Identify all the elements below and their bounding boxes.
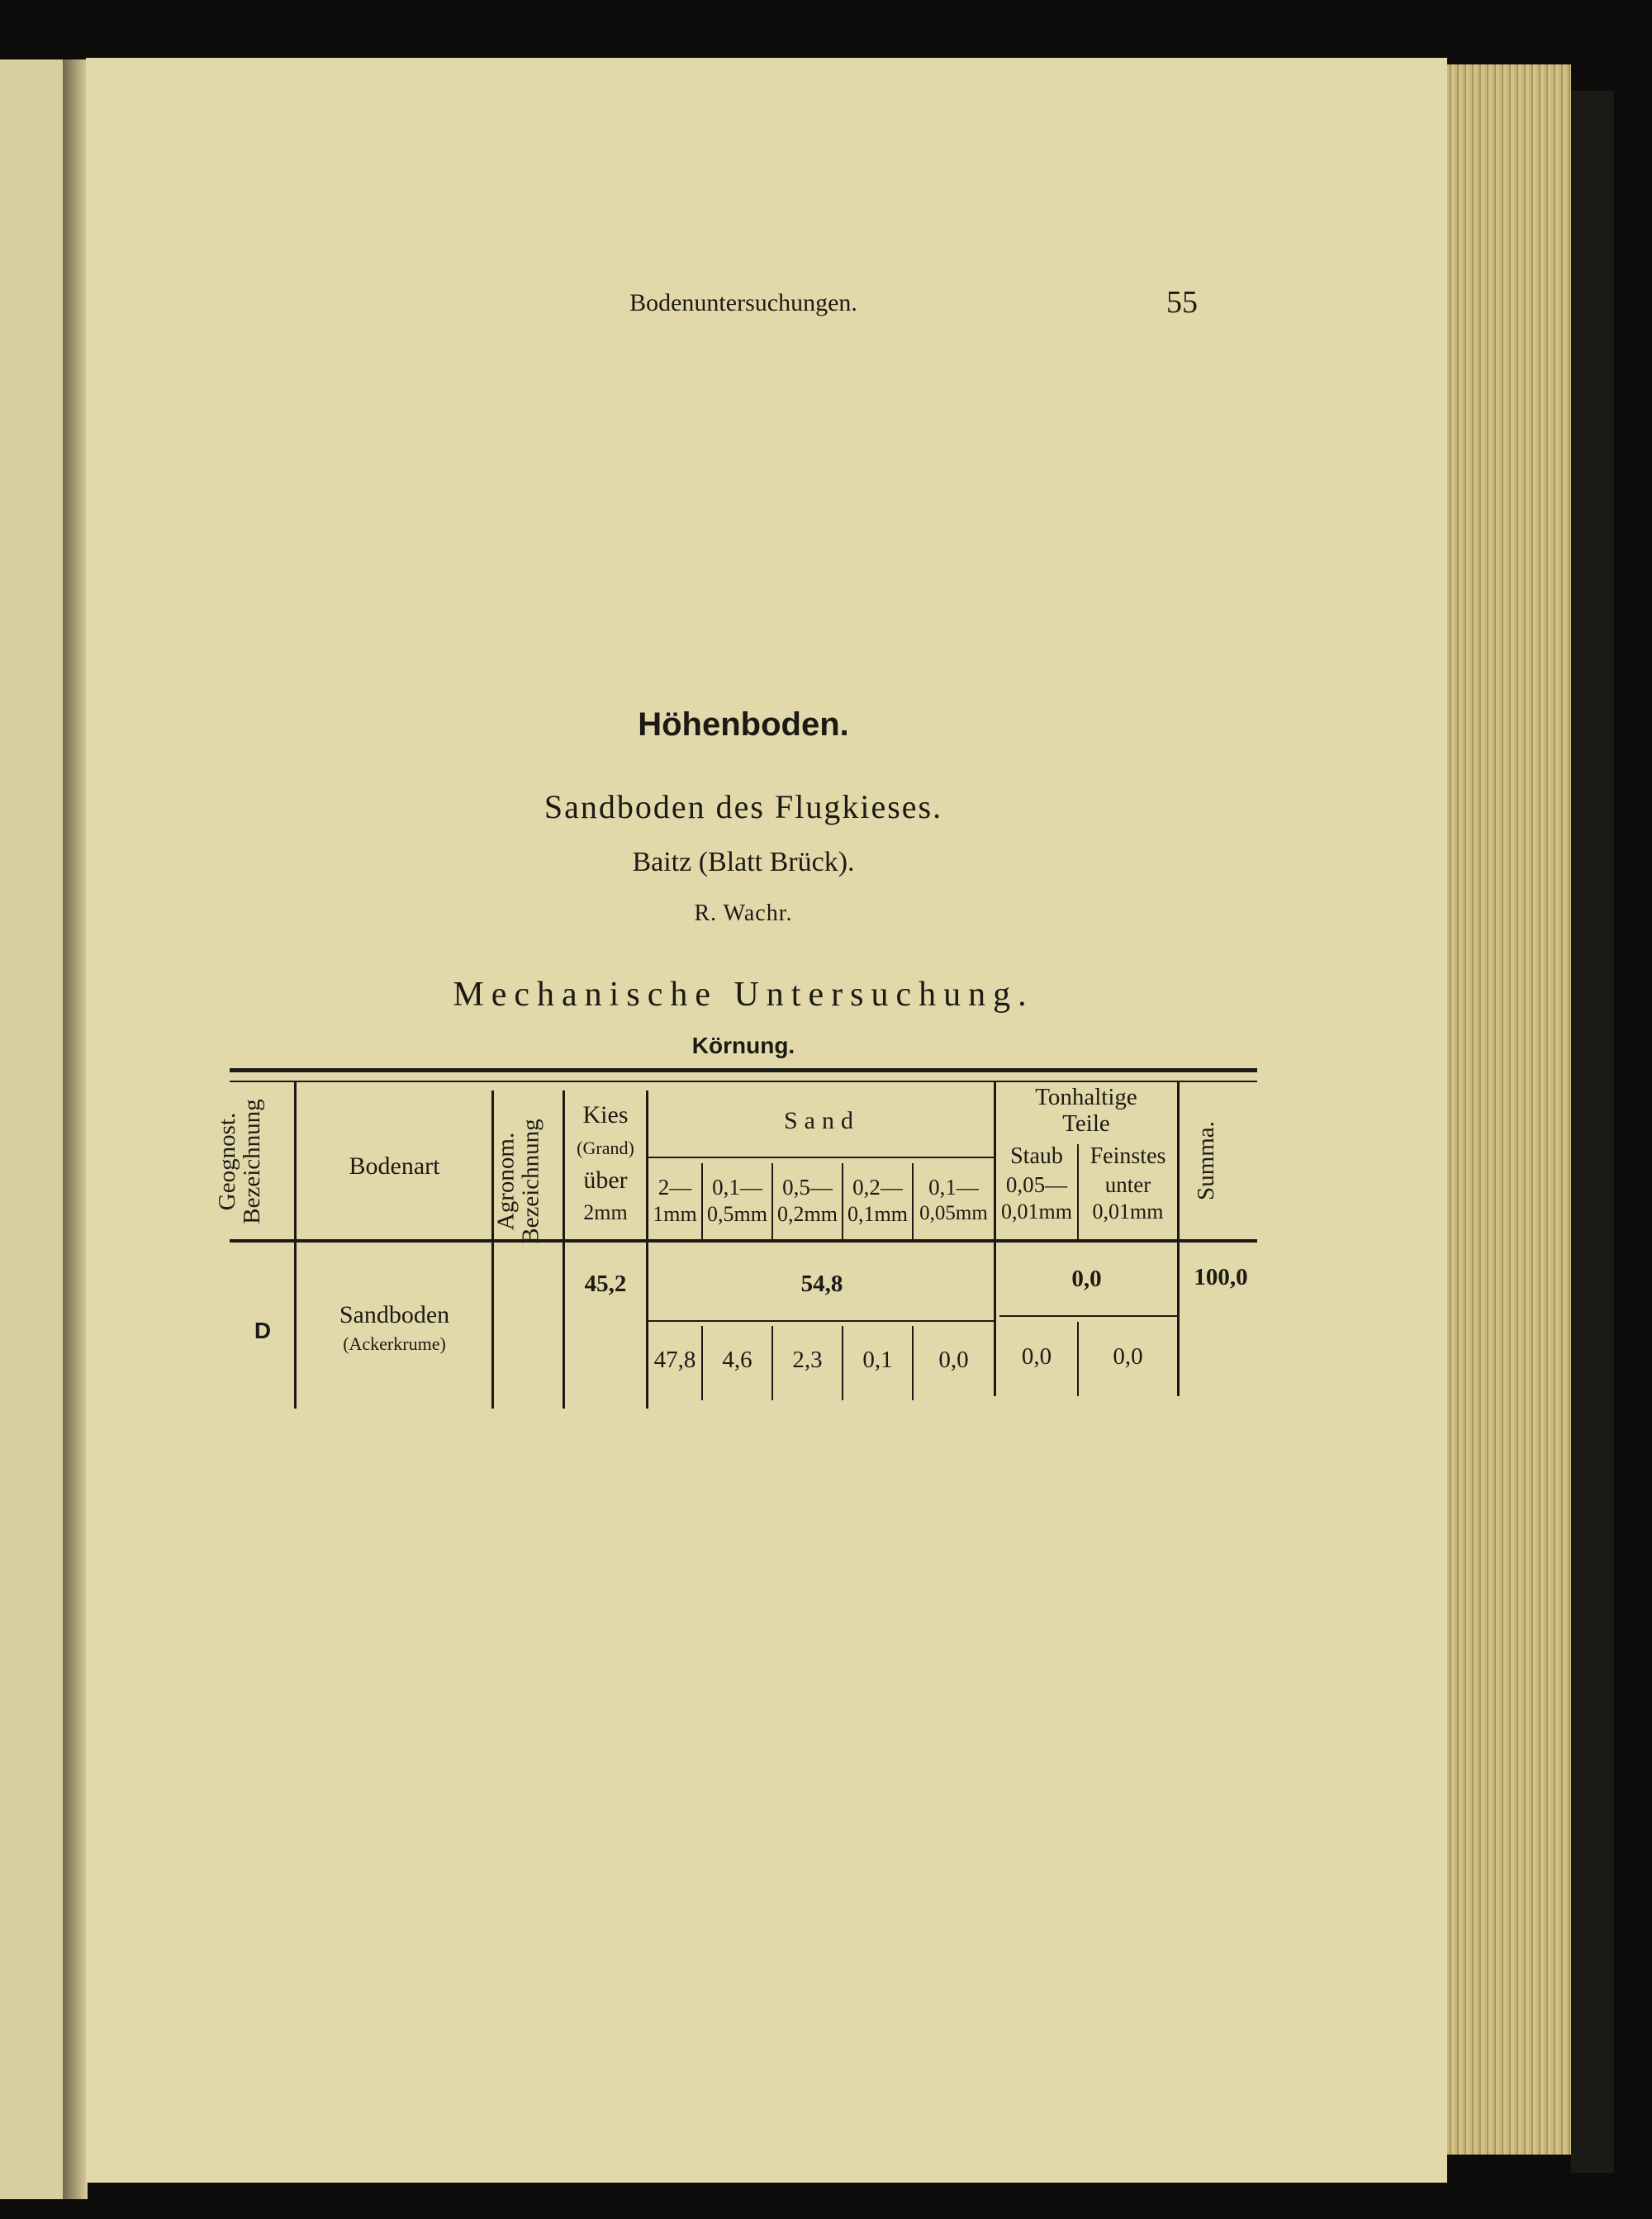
ton-fraction-feinstes-a: Feinstes — [1089, 1143, 1166, 1169]
sand-fraction-2-a: 0,1— — [712, 1175, 762, 1200]
book-cover — [1571, 91, 1614, 2173]
header-bodenart: Bodenart — [349, 1152, 440, 1180]
table-top-rule-thin — [230, 1081, 1257, 1082]
table-caption: Körnung. — [691, 1033, 795, 1058]
sand-fraction-3-b: 0,2mm — [777, 1202, 838, 1226]
header-kies-line-1: Kies — [582, 1101, 629, 1129]
sand-fraction-5-b: 0,05mm — [919, 1202, 988, 1224]
cell-sand-4: 0,1 — [862, 1347, 893, 1373]
header-kies-line-2: (Grand) — [577, 1138, 634, 1158]
table-top-rule — [230, 1068, 1257, 1072]
header-kies-line-3: über — [583, 1167, 628, 1194]
cell-sand-3: 2,3 — [792, 1347, 823, 1373]
cell-bodenart: Sandboden — [339, 1301, 450, 1328]
cell-sand-5: 0,0 — [938, 1347, 969, 1373]
sand-fraction-5-a: 0,1— — [928, 1175, 979, 1200]
ton-fraction-staub-a: Staub — [1010, 1143, 1063, 1169]
sand-fraction-4-b: 0,1mm — [847, 1202, 908, 1226]
page-number: 55 — [1166, 285, 1198, 320]
header-bottom-rule — [230, 1239, 1257, 1243]
ton-fraction-feinstes-c: 0,01mm — [1092, 1200, 1164, 1224]
cell-bodenart-note: (Ackerkrume) — [343, 1333, 446, 1354]
header-tonhaltige: Tonhaltige Teile — [1035, 1084, 1137, 1137]
sand-fraction-1-a: 2— — [657, 1175, 692, 1200]
cell-ton-total: 0,0 — [1071, 1266, 1102, 1292]
page-edges — [1447, 64, 1571, 2155]
cell-sand-total: 54,8 — [800, 1271, 843, 1297]
ton-total-rule — [999, 1315, 1177, 1317]
ton-fraction-staub-b: 0,05— — [1005, 1172, 1068, 1197]
cell-summa: 100,0 — [1194, 1264, 1248, 1290]
cell-ton-staub: 0,0 — [1021, 1343, 1052, 1370]
header-summa: Summa. — [1193, 1121, 1219, 1200]
sand-fraction-2-b: 0,5mm — [707, 1202, 767, 1226]
subtitle: Sandboden des Flugkieses. — [544, 788, 943, 825]
header-agronom: Agronom. Bezeichnung — [492, 1119, 544, 1244]
left-page-edge — [0, 59, 68, 2199]
location: Baitz (Blatt Brück). — [632, 847, 855, 877]
section-title: Mechanische Untersuchung. — [453, 976, 1034, 1014]
cell-sand-2: 4,6 — [722, 1347, 752, 1373]
author: R. Wachr. — [694, 900, 793, 926]
sand-fraction-3-a: 0,5— — [782, 1175, 833, 1200]
cell-ton-feinstes: 0,0 — [1113, 1343, 1143, 1370]
sand-fraction-1-b: 1mm — [653, 1202, 697, 1226]
cell-kies: 45,2 — [584, 1271, 627, 1297]
ton-fraction-staub-c: 0,01mm — [1001, 1200, 1072, 1224]
col-rule-6 — [1177, 1082, 1180, 1396]
sand-subheader-rule — [648, 1157, 995, 1158]
cell-sand-1: 47,8 — [653, 1347, 696, 1373]
header-kies-line-4: 2mm — [583, 1200, 628, 1224]
col-rule-1 — [294, 1082, 297, 1409]
header-sand: Sand — [784, 1107, 860, 1134]
sand-fraction-4-a: 0,2— — [852, 1175, 903, 1200]
page-title: Höhenboden. — [638, 706, 849, 743]
ton-fraction-feinstes-b: unter — [1104, 1172, 1151, 1197]
cell-geognost: D — [254, 1318, 272, 1343]
header-geognost: Geognost. Bezeichnung — [214, 1099, 266, 1224]
running-head: Bodenuntersuchungen. — [629, 289, 857, 316]
sand-total-rule — [648, 1320, 995, 1322]
book-gutter — [63, 59, 88, 2199]
